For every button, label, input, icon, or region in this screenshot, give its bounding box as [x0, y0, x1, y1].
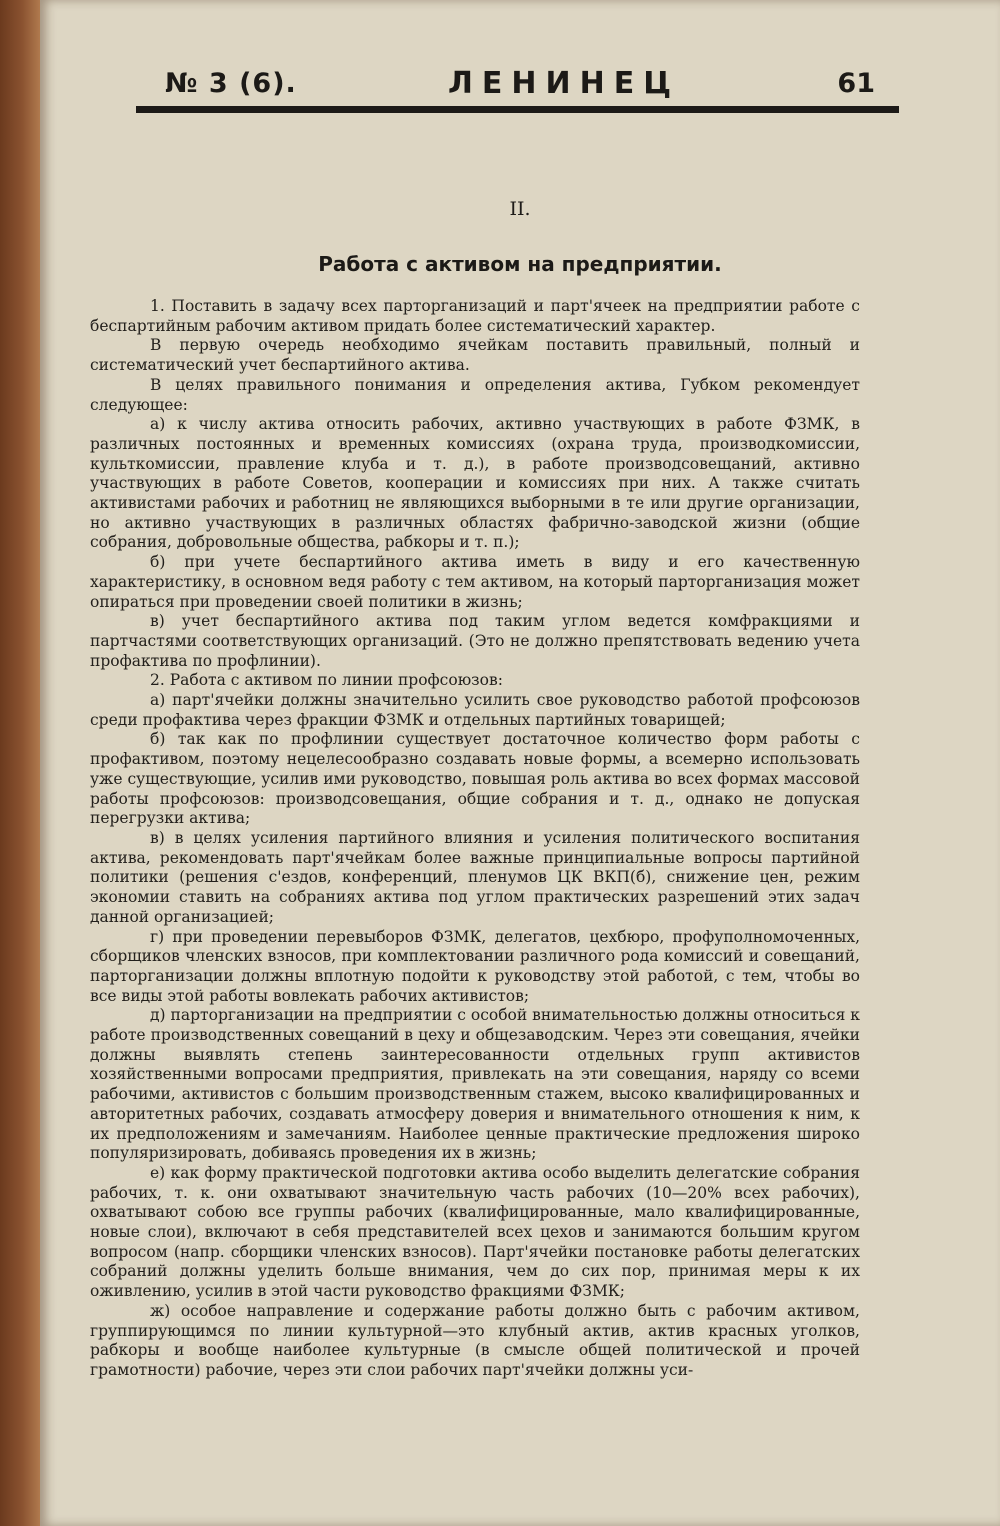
paragraph: д) парторганизации на предприятии с особой внимательностью должны относиться к работе производственных совещаний в цеху и общезаводским. Через эти совещания, ячейки должны выявлять степень заинтересованности отдельных групп активистов хозяйственными вопросами предприятия, привлекать на эти совещания, наряду со всеми рабочими, активистов с большим производственным стажем, высоко квалифицированных и авторитетных рабочих, создавать атмосферу доверия и внимательного отношения к ним, к их предположениям и замечаниям. Наиболее ценные практические предложения широко популяризировать, добиваясь проведения их в жизнь; — [90, 1006, 860, 1163]
paragraph: в) в целях усиления партийного влияния и усиления политического воспитания актива, рекомендовать парт'ячейкам более важные принципиальные вопросы партийной политики (решения с'ездов, конференций, пленумов ЦК ВКП(б), снижение цен, режим экономии ставить на собраниях актива под углом практических разрешений этих задач данной организацией; — [90, 828, 860, 926]
paragraph: б) так как по профлинии существует достаточное количество форм работы с профактивом, поэтому нецелесообразно создавать новые формы, а всемерно использовать уже существующие, усилив ими руководство, повышая роль актива во всех формах массовой работы профсоюзов: производсовещания, общие собрания и т. д., однако не допуская перегрузки актива; — [90, 730, 860, 828]
paragraph: В первую очередь необходимо ячейкам поставить правильный, полный и систематический учет беспартийного актива. — [90, 336, 860, 375]
header-rule — [136, 106, 899, 113]
issue-number: № 3 (6). — [165, 68, 297, 99]
paragraph: е) как форму практической подготовки актива особо выделить делегатские собрания рабочих, т. к. они охватывают значительную часть рабочих (10—20% всех рабочих), охватывают собою все группы рабочих (квалифицированные, мало квалифицированные, новые слои), включают в себя представителей всех цехов и занимаются большим кругом вопросом (напр. сборщики членских взносов). Парт'ячейки постановке работы делегатских собраний должны уделить больше внимания, чем до сих пор, принимая меры к их оживлению, усилив в этой части руководство фракциями ФЗМК; — [90, 1163, 860, 1301]
paragraph: а) парт'ячейки должны значительно усилить свое руководство работой профсоюзов среди профактива через фракции ФЗМК и отдельных партийных товарищей; — [90, 691, 860, 729]
running-header — [130, 58, 900, 108]
paragraph: г) при проведении перевыборов ФЗМК, делегатов, цехбюро, профуполномоченных, сборщиков членских взносов, при комплектовании различного рода комиссий и совещаний, парторганизации должны вплотную подойти к руководству этой работой, с тем, чтобы во все виды этой работы вовлекать рабочих активистов; — [90, 927, 860, 1005]
book-spine — [0, 0, 40, 1526]
section-title: Работа с активом на предприятии. — [318, 252, 722, 276]
page — [40, 0, 1000, 1526]
paragraph: 1. Поставить в задачу всех парторганизаций и парт'ячеек на предприятии работе с беспартийным рабочим активом придать более систематический характер. — [90, 297, 860, 335]
section-number: II. — [509, 198, 531, 220]
page-number: 61 — [837, 68, 875, 99]
paragraph: В целях правильного понимания и определения актива, Губком рекомендует следующее: — [90, 375, 860, 414]
journal-title: ЛЕНИНЕЦ — [448, 66, 681, 101]
article-body — [90, 297, 860, 1381]
paragraph: ж) особое направление и содержание работы должно быть с рабочим активом, группирующимся по линии культурной—это клубный актив, актив красных уголков, рабкоры и вообще наиболее культурные (в смысле общей политической и прочей грамотности) рабочие, через эти слои рабочих парт'ячейки должны уси- — [90, 1301, 860, 1379]
paragraph: 2. Работа с активом по линии профсоюзов: — [150, 671, 503, 690]
paragraph: а) к числу актива относить рабочих, активно участвующих в работе ФЗМК, в различных постоянных и временных комиссиях (охрана труда, производкомиссии, культкомиссии, правление клуба и т. д.), в работе производсовещаний, активно участвующих в работе Советов, кооперации и комиссиях при них. А также считать активистами рабочих и работниц не являющихся выборными в те или другие организации, но активно участвующих в различных областях фабрично-заводской жизни (общие собрания, добровольные общества, рабкоры и т. п.); — [90, 415, 860, 552]
paragraph: в) учет беспартийного актива под таким углом ведется комфракциями и партчастями соответствующих организаций. (Это не должно препятствовать ведению учета профактива по профлинии). — [90, 612, 860, 670]
paragraph: б) при учете беспартийного актива иметь в виду и его качественную характеристику, в основном ведя работу с тем активом, на который парторганизация может опираться при проведении своей политики в жизнь; — [90, 553, 860, 611]
